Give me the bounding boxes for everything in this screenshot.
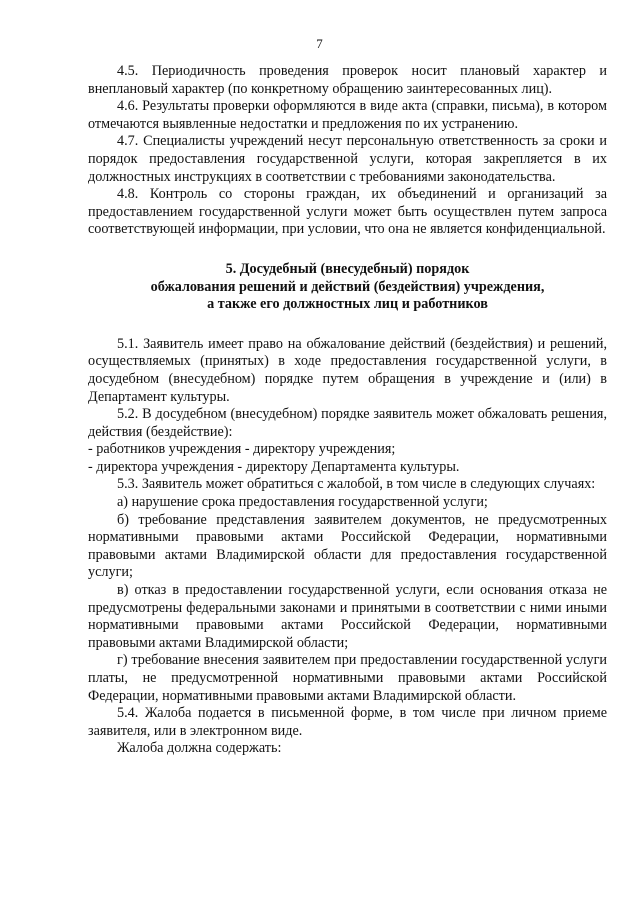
- paragraph-5-4-continuation: Жалоба должна содержать:: [117, 740, 282, 757]
- section-heading-line-2: обжалования решений и действий (бездействия) учреждения,: [150, 278, 545, 295]
- document-body: [88, 63, 607, 758]
- list-item-5-3-b: б) требование представления заявителем документов, не предусмотренных нормативными правовыми актами Российской Федерации, нормативными правовыми актами Владимирской области для предоставления государственной услуги;: [88, 511, 607, 581]
- section-5-heading: [88, 261, 607, 314]
- paragraph-4-5: 4.5. Периодичность проведения проверок носит плановый характер и внеплановый характер (по конкретному обращению заинтересованных лиц).: [88, 63, 607, 97]
- paragraph-5-2: 5.2. В досудебном (внесудебном) порядке заявитель может обжаловать решения, действия (бездействие):: [88, 406, 607, 440]
- list-item-5-3-c: в) отказ в предоставлении государственной услуги, если основания отказа не предусмотрены федеральными законами и принятыми в соответствии с ними иными нормативными правовыми актами Российской Федерации, нормативными правовыми актами Владимирской области;: [88, 582, 607, 651]
- paragraph-4-8: 4.8. Контроль со стороны граждан, их объединений и организаций за предоставлением государственной услуги может быть осуществлен путем запроса соответствующей информации, при условии, что она не является конфиденциальной.: [88, 186, 607, 238]
- section-heading-line-1: 5. Досудебный (внесудебный) порядок: [225, 260, 470, 277]
- paragraph-4-7: 4.7. Специалисты учреждений несут персональную ответственность за сроки и порядок предоставления государственной услуги, которая закрепляется в их должностных инструкциях в соответствии с требованиями законодательства.: [88, 133, 607, 185]
- paragraph-5-4: 5.4. Жалоба подается в письменной форме, в том числе при личном приеме заявителя, или в электронном виде.: [88, 705, 607, 739]
- section-heading-line-3: а также его должностных лиц и работников: [207, 296, 488, 313]
- list-item-5-2-a: - работников учреждения - директору учреждения;: [88, 441, 396, 458]
- list-item-5-3-a: а) нарушение срока предоставления государственной услуги;: [117, 494, 488, 511]
- list-item-5-2-b: - директора учреждения - директору Департамента культуры.: [88, 458, 460, 475]
- page-number: 7: [316, 36, 323, 51]
- paragraph-5-3: 5.3. Заявитель может обратиться с жалобой, в том числе в следующих случаях:: [117, 476, 596, 493]
- list-item-5-3-d: г) требование внесения заявителем при предоставлении государственной услуги платы, не предусмотренной нормативными правовыми актами Российской Федерации, нормативными правовыми актами Владимирской области.: [88, 652, 607, 704]
- paragraph-5-1: 5.1. Заявитель имеет право на обжалование действий (бездействия) и решений, осуществляемых (принятых) в ходе предоставления государственной услуги, в досудебном (внесудебном) порядке путем обращения в учреждение и (или) в Департамент культуры.: [88, 335, 607, 405]
- paragraph-4-6: 4.6. Результаты проверки оформляются в виде акта (справки, письма), в котором отмечаются выявленные недостатки и предложения по их устранению.: [88, 98, 607, 132]
